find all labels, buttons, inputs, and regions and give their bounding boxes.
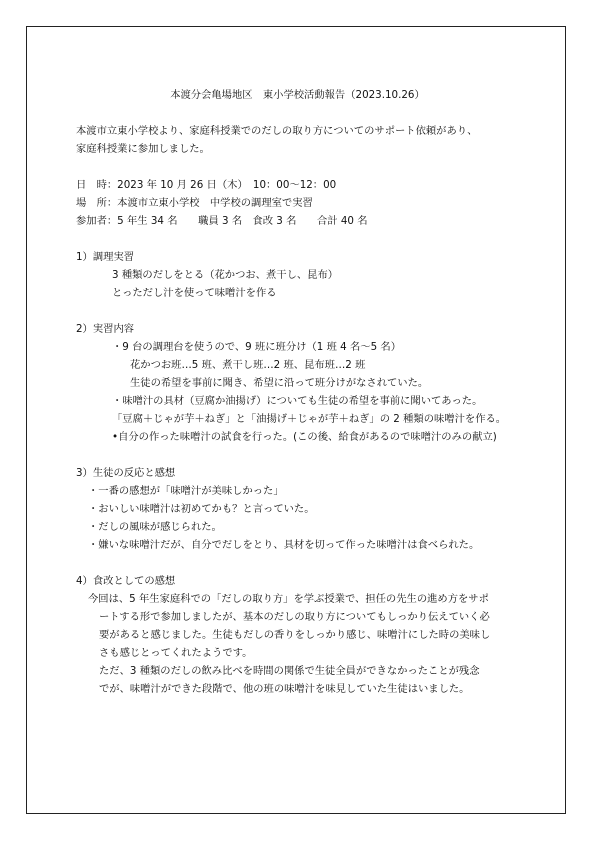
section-line: ただ、3 種類のだしの飲み比べを時間の関係で生徒全員ができなかったことが残念 — [99, 665, 480, 677]
section-line: さも感じとってくれたようです。 — [99, 647, 253, 659]
section-line: ・おいしい味噌汁は初めてかも？と言っていた。 — [88, 503, 315, 515]
info-date: 日 時：2023 年 10 月 26 日（木） 10：00～12：00 — [76, 179, 337, 191]
section-line: 生徒の希望を事前に聞き、希望に沿って班分けがなされていた。 — [130, 377, 429, 389]
section-line: 「豆腐＋じゃが芋＋ねぎ」と「油揚げ＋じゃが芋＋ねぎ」の 2 種類の味噌汁を作る。 — [112, 413, 507, 425]
section-heading: 2）実習内容 — [76, 323, 135, 335]
intro-line: 家庭科授業に参加しました。 — [76, 143, 210, 155]
info-place: 場 所：本渡市立東小学校 中学校の調理室で実習 — [76, 197, 313, 209]
section-line: ・味噌汁の具材（豆腐か油揚げ）についても生徒の希望を事前に聞いてあった。 — [112, 395, 483, 407]
section-line: 今回は、5 年生家庭科での「だしの取り方」を学ぶ授業で、担任の先生の進め方をサポ — [88, 593, 489, 605]
section-line: ・9 台の調理台を使うので、9 班に班分け（1 班 4 名～5 名） — [112, 341, 402, 353]
section-line: 3 種類のだしをとる（花かつお、煮干し、昆布） — [112, 269, 339, 281]
section-line: とっただし汁を使って味噌汁を作る — [112, 287, 277, 299]
section-line: ・嫌いな味噌汁だが、自分でだしをとり、具材を切って作った味噌汁は食べられた。 — [88, 539, 480, 551]
section-heading: 1）調理実習 — [76, 251, 135, 263]
section-line: ・一番の感想が「味噌汁が美味しかった」 — [88, 485, 284, 497]
report-title: 本渡分会亀場地区 東小学校活動報告（2023.10.26） — [170, 89, 425, 101]
section-line: でが、味噌汁ができた段階で、他の班の味噌汁を味見していた生徒はいました。 — [99, 683, 470, 695]
section-line: 要があると感じました。生徒もだしの香りをしっかり感じ、味噌汁にした時の美味し — [99, 629, 491, 641]
section-heading: 4）食改としての感想 — [76, 575, 176, 587]
section-line: •自分の作った味噌汁の試食を行った。(この後、給食があるので味噌汁のみの献立) — [112, 431, 497, 443]
section-line: 花かつお班…5 班、煮干し班…2 班、昆布班…2 班 — [130, 359, 366, 371]
info-participants: 参加者：5 年生 34 名 職員 3 名 食改 3 名 合計 40 名 — [76, 215, 368, 227]
intro-line: 本渡市立東小学校より、家庭科授業でのだしの取り方についてのサポート依頼があり、 — [76, 125, 478, 137]
section-heading: 3）生徒の反応と感想 — [76, 467, 176, 479]
section-line: ートする形で参加しましたが、基本のだしの取り方についてもしっかり伝えていく必 — [99, 611, 490, 623]
section-line: ・だしの風味が感じられた。 — [88, 521, 222, 533]
